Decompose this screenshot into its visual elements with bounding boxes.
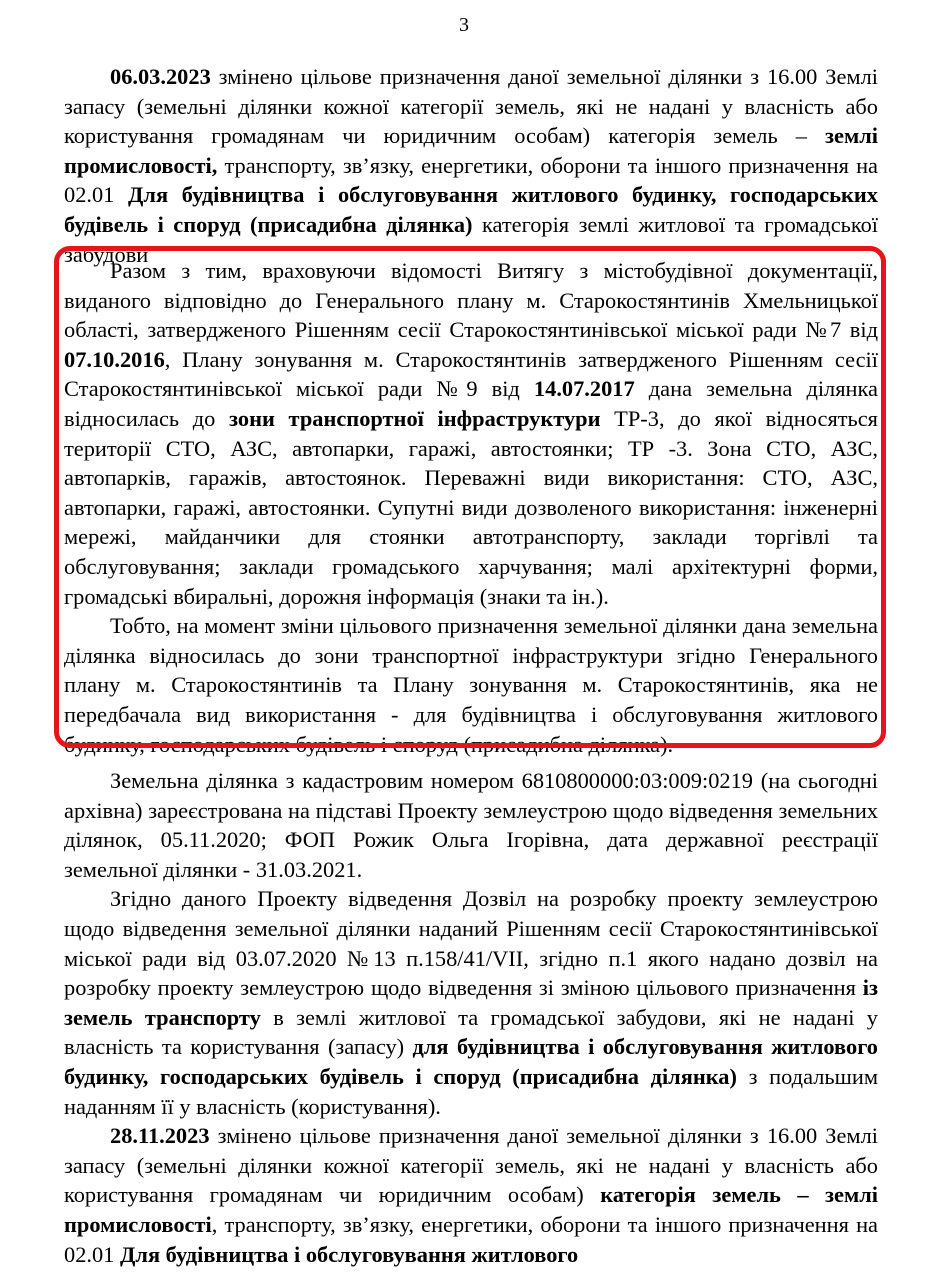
paragraph-change-2023-03	[64, 62, 878, 269]
bold-span: із земель транспорту	[64, 975, 878, 1030]
paragraph-change-2023-11	[64, 1121, 878, 1269]
red-highlight-frame	[54, 246, 886, 748]
text-span: транспорту, зв’язку, енергетики, оборони та іншого призначення на 02.01	[64, 152, 878, 208]
text-span: Згідно даного Проекту відведення Дозвіл на розробку проекту землеустрою щодо відведення земельної ділянки наданий Рішенням сесії Старокостянтинівської міської ради від 03.07.2020 №13 п.158/41/VII, згідно п.1 якого надано дозвіл на розробку проекту землеустрою щодо відведення зі зміною цільового призначення	[64, 886, 878, 1001]
text-span: з подальшим наданням її у власність (користування).	[64, 1063, 878, 1119]
text-span: , Плану зонування м. Старокостянтинів затвердженого Рішенням сесії Старокостянтинівської міської ради №9 від	[64, 346, 878, 402]
cadastral-section	[64, 766, 878, 1269]
text-span: в землі житлової та громадської забудови, які не надані у власність та користування (запасу)	[64, 1004, 879, 1060]
bold-span: Для будівництва і обслуговування житлового будинку, господарських будівель і споруд (присадибна ділянка)	[64, 182, 878, 237]
bold-span: Для будівництва і обслуговування житлового	[119, 1241, 579, 1267]
bold-span: категорія земель – землі промисловості	[64, 1182, 878, 1237]
bold-span: для будівництва і обслуговування житлового будинку, господарських будівель і споруд (присадибна ділянка)	[64, 1034, 878, 1089]
bold-span: зони транспортної інфраструктури	[229, 405, 601, 431]
text-span: , транспорту, зв’язку, енергетики, оборони та іншого призначення на 02.01	[64, 1211, 878, 1267]
page-number: 3	[459, 14, 469, 36]
text-span: дана земельна ділянка відносилась до	[64, 376, 878, 431]
date-2016-10-07: 07.10.2016	[64, 346, 165, 372]
text-span: змінено цільове призначення даної земельної ділянки з 16.00 Землі запасу (земельні ділянки кожної категорії земель, які не надані у власність або користування громадянам чи юридичним особам) категорія земель –	[64, 64, 878, 149]
bold-span: землі промисловості,	[64, 123, 878, 178]
date-2017-07-14: 14.07.2017	[533, 376, 635, 402]
text-span: категорія землі житлової та громадської забудови	[64, 211, 879, 267]
text-span: ТР-3, до якої відносяться території СТО, АЗС, автопарки, гаражі, автостоянки; ТР -3. Зона СТО, АЗС, автопарків, гаражів, автостоянок. Переважні види використання: СТО, АЗС, автопарки, гаражі, автостоянки. Супутні види дозволеного використання: інженерні мережі, майданчики для стоянки автотранспорту, заклади торгівлі та обслуговування; заклади громадського харчування; малі архітектурні форми, громадські вбиральні, дорожня інформація (знаки та ін.).	[64, 405, 878, 609]
date-2023-11-28: 28.11.2023	[110, 1123, 210, 1149]
paragraph-cadastral: Земельна ділянка з кадастровим номером 6810800000:03:009:0219 (на сьогодні архівна) зареєстрована на підставі Проекту землеустрою щодо відведення земельних ділянок, 05.11.2020; ФОП Рожик Ольга Ігорівна, дата державної реєстрації земельної ділянки - 31.03.2021.	[64, 768, 878, 882]
date-2023-03-06: 06.03.2023	[110, 64, 211, 89]
paragraph-project	[64, 884, 878, 1121]
paragraph-conclusion: Тобто, на момент зміни цільового призначення земельної ділянки дана земельна ділянка відносилась до зони транспортної інфраструктури згідно Генерального плану м. Старокостянтинів та Плану зонування м. Старокостянтинів, яка не передбачала вид використання - для будівництва і обслуговування житлового будинку, господарських будівель і споруд (присадибна ділянка).	[64, 613, 878, 757]
text-span: Разом з тим, враховуючи відомості Витягу з містобудівної документації, виданого відповідно до Генерального плану м. Старокостянтинів Хмельницької області, затвердженого Рішенням сесії Старокостянтинівської міської ради №7 від	[64, 258, 878, 343]
text-span: змінено цільове призначення даної земельної ділянки з 16.00 Землі запасу (земельні ділянки кожної категорії земель, які не надані у власність або користування громадянам чи юридичним особам)	[64, 1123, 878, 1208]
